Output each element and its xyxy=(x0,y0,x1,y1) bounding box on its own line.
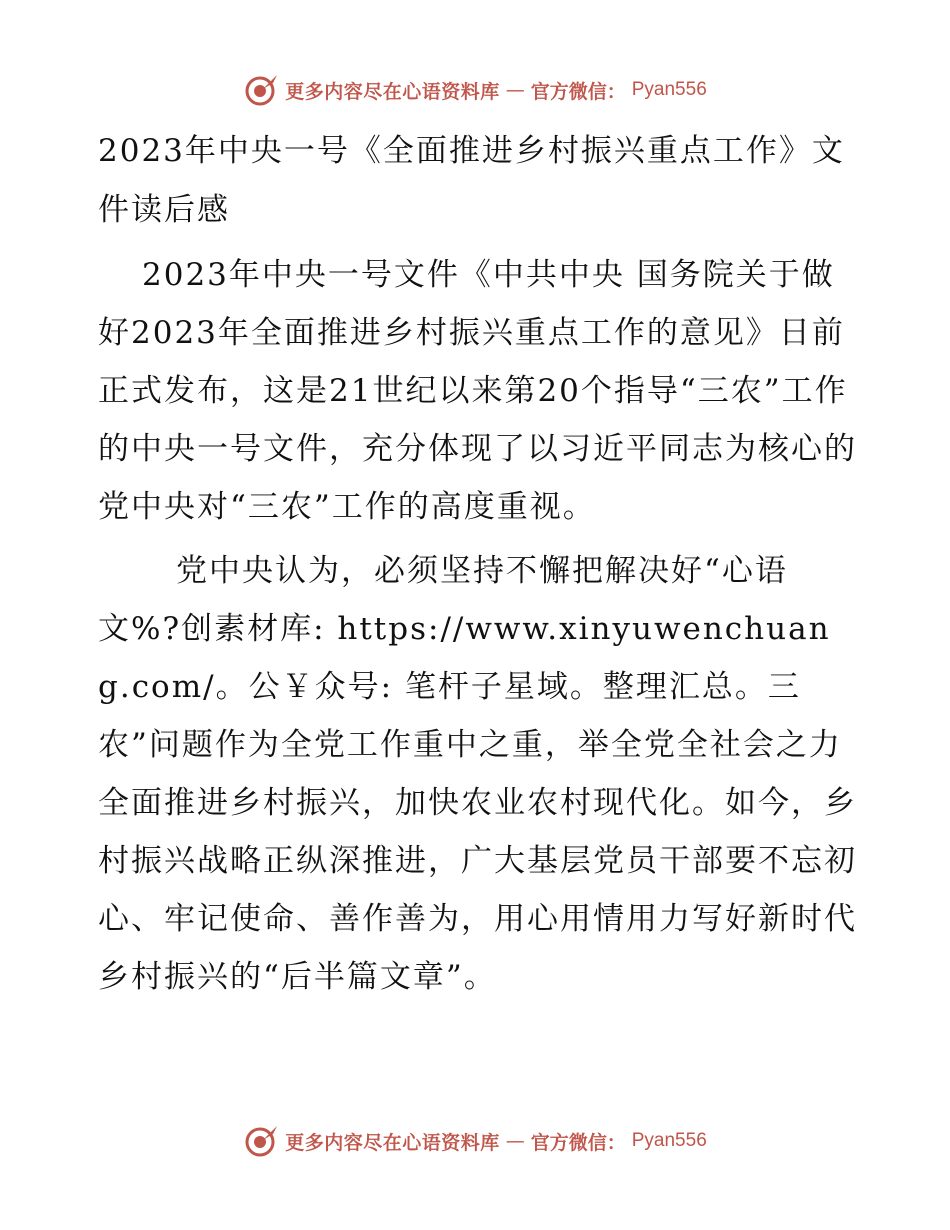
document-title: 2023年中央一号《全面推进乡村振兴重点工作》文件读后感 xyxy=(98,133,845,228)
footer-watermark xyxy=(0,1124,950,1158)
watermark-site-text: 更多内容尽在心语资料库 xyxy=(285,1131,500,1154)
watermark-account-label: 官方微信： xyxy=(530,1131,626,1154)
watermark-separator: — xyxy=(505,79,525,101)
document-body xyxy=(98,122,858,1012)
quill-pen-circle-icon xyxy=(243,73,279,107)
watermark-account-label: 官方微信： xyxy=(530,80,626,103)
watermark-separator: — xyxy=(505,1130,525,1152)
paragraph-1: 2023年中央一号文件《中共中央 国务院关于做好2023年全面推进乡村振兴重点工作的意见》日前正式发布，这是21世纪以来第20个指导“三农”工作的中央一号文件，充分体现了以习近平同志为核心的党中央对“三农”工作的高度重视。 xyxy=(98,257,857,525)
quill-pen-circle-icon xyxy=(243,1124,279,1158)
watermark-account-id: Pyan556 xyxy=(631,79,707,100)
header-watermark xyxy=(0,73,950,107)
watermark-account-id: Pyan556 xyxy=(631,1130,707,1151)
watermark-site-text: 更多内容尽在心语资料库 xyxy=(285,80,500,103)
paragraph-2: 党中央认为，必须坚持不懈把解决好“心语文%?创素材库: https://www.xinyuwenchuang.com/。公￥众号: 笔杆子星域。整理汇总。三农”问题作为全党工作重中之重，举全党全社会之力全面推进乡村振兴，加快农业农村现代化。如今，乡村振兴战略正纵深推进，广大基层党员干部要不忘初心、牢记使命、善作善为，用心用情用力写好新时代乡村振兴的“后半篇文章”。 xyxy=(98,553,857,995)
